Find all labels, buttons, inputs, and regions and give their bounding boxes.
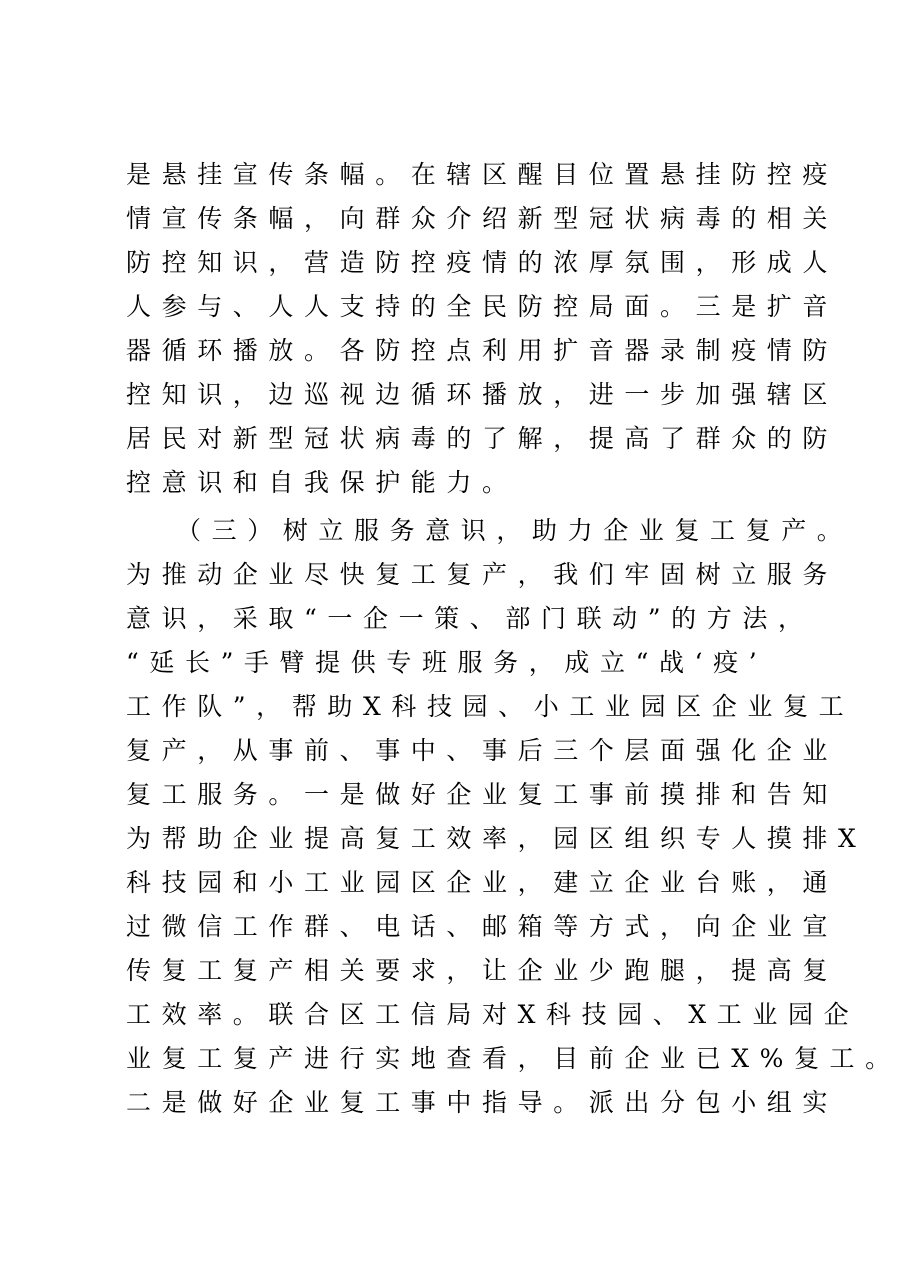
text-line: 工效率。联合区工信局对X科技园、X工业园企 <box>126 1000 860 1029</box>
text-line: 传复工复产相关要求，让企业少跑腿，提高复 <box>126 956 839 985</box>
text-line: 意识，采取“一企一策、部门联动”的方法， <box>126 604 814 633</box>
text-line: 复工服务。一是做好企业复工事前摸排和告知 <box>126 780 839 809</box>
text-line: 是悬挂宣传条幅。在辖区醒目位置悬挂防控疫 <box>126 160 839 189</box>
text-line: 器循环播放。各防控点利用扩音器录制疫情防 <box>126 336 839 365</box>
text-line: 二是做好企业复工事中指导。派出分包小组实 <box>126 1088 839 1117</box>
text-line: 控意识和自我保护能力。 <box>126 468 518 497</box>
text-line: 控知识，边巡视边循环播放，进一步加强辖区 <box>126 380 839 409</box>
text-line: 工作队”，帮助X科技园、小工业园区企业复工 <box>126 692 855 721</box>
text-line: 过微信工作群、电话、邮箱等方式，向企业宣 <box>126 912 839 941</box>
text-line: 业复工复产进行实地查看，目前企业已X%复工。 <box>126 1044 901 1073</box>
text-line: 防控知识，营造防控疫情的浓厚氛围，形成人 <box>126 248 839 277</box>
text-line: 复产，从事前、事中、事后三个层面强化企业 <box>126 736 839 765</box>
text-line: 为帮助企业提高复工效率，园区组织专人摸排X <box>126 824 867 853</box>
text-line: 科技园和小工业园区企业，建立企业台账，通 <box>126 868 839 897</box>
text-line: “延长”手臂提供专班服务，成立“战‘疫’ <box>126 648 768 677</box>
text-line: 人参与、人人支持的全民防控局面。三是扩音 <box>126 292 839 321</box>
text-line: 情宣传条幅，向群众介绍新型冠状病毒的相关 <box>126 204 839 233</box>
text-line: 居民对新型冠状病毒的了解，提高了群众的防 <box>126 424 839 453</box>
section-heading: （三）树立服务意识，助力企业复工复产。 <box>176 516 853 545</box>
text-line: 为推动企业尽快复工复产，我们牢固树立服务 <box>126 560 839 589</box>
